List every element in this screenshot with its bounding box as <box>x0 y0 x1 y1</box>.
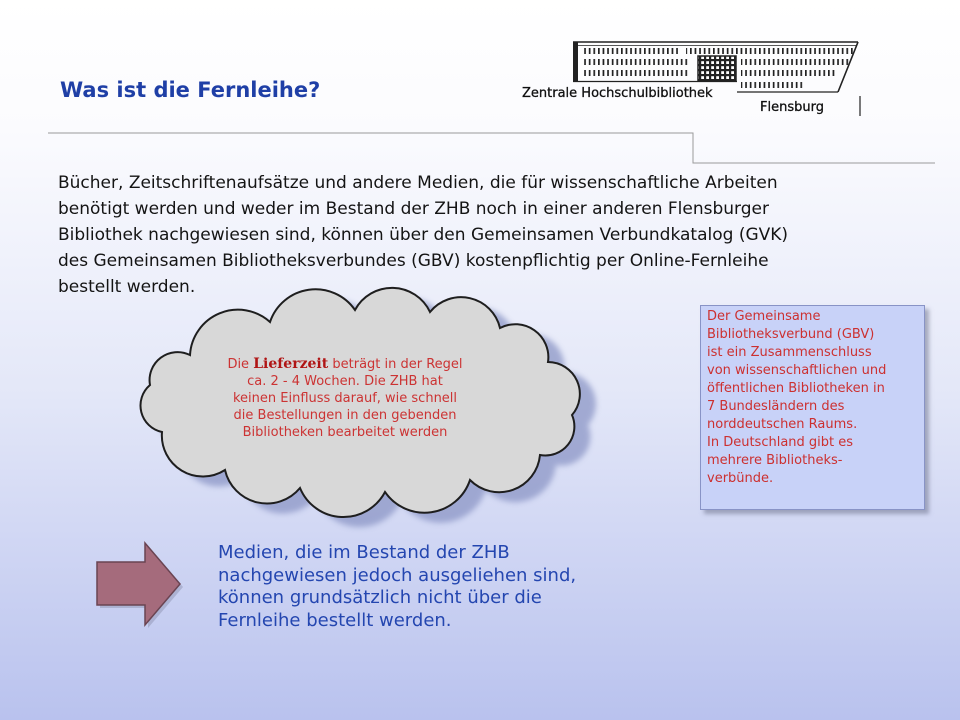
info-line: In Deutschland gibt es <box>707 435 854 450</box>
cloud-line-end: beträgt in der Regel <box>332 357 463 372</box>
logo-name: Zentrale Hochschulbibliothek <box>522 86 713 101</box>
library-building-logo <box>522 42 860 116</box>
info-line: mehrere Bibliotheks- <box>707 453 843 468</box>
lending-note <box>218 542 576 632</box>
note-line: Fernleihe bestellt werden. <box>218 609 452 631</box>
note-line: Medien, die im Bestand der ZHB <box>218 542 510 563</box>
note-line: können grundsätzlich nicht über die <box>218 587 542 608</box>
info-line: ist ein Zusammenschluss <box>707 345 872 360</box>
intro-line: des Gemeinsamen Bibliotheksverbundes (GBV) kostenpflichtig per Online-Fernleihe <box>58 251 769 271</box>
info-line: Bibliotheksverbund (GBV) <box>707 327 875 342</box>
note-line: nachgewiesen jedoch ausgeliehen sind, <box>218 564 577 586</box>
cloud-line: keinen Einfluss darauf, wie schnell <box>232 391 458 406</box>
arrow-body <box>97 543 180 625</box>
gbv-info-box <box>700 305 925 510</box>
intro-line: bestellt werden. <box>58 277 196 297</box>
info-line: von wissenschaftlichen und <box>707 363 887 378</box>
info-line: verbünde. <box>707 471 774 486</box>
page-title: Was ist die Fernleihe? <box>60 78 321 102</box>
cloud-line <box>200 356 490 373</box>
info-line: norddeutschen Raums. <box>707 417 858 432</box>
cloud-line: die Bestellungen in den gebenden <box>233 408 457 423</box>
cloud-text <box>200 356 490 441</box>
cloud-line-start: Die <box>227 357 250 372</box>
cloud-line: ca. 2 - 4 Wochen. Die ZHB hat <box>247 374 443 389</box>
intro-line: Bücher, Zeitschriftenaufsätze und andere Medien, die für wissenschaftliche Arbeiten <box>58 173 778 193</box>
logo-city: Flensburg <box>760 100 824 115</box>
intro-paragraph <box>58 170 788 300</box>
right-arrow-icon <box>97 543 183 628</box>
info-line: 7 Bundesländern des <box>707 399 845 414</box>
cloud-line: Bibliotheken bearbeitet werden <box>242 425 448 440</box>
info-line: Der Gemeinsame <box>707 309 821 324</box>
info-line: öffentlichen Bibliotheken in <box>707 381 885 396</box>
intro-line: benötigt werden und weder im Bestand der ZHB noch in einer anderen Flensburger <box>58 199 769 219</box>
delivery-time-highlight: Lieferzeit <box>253 356 329 372</box>
title-divider <box>48 133 935 163</box>
intro-line: Bibliothek nachgewiesen sind, können über den Gemeinsamen Verbundkatalog (GVK) <box>58 225 789 245</box>
